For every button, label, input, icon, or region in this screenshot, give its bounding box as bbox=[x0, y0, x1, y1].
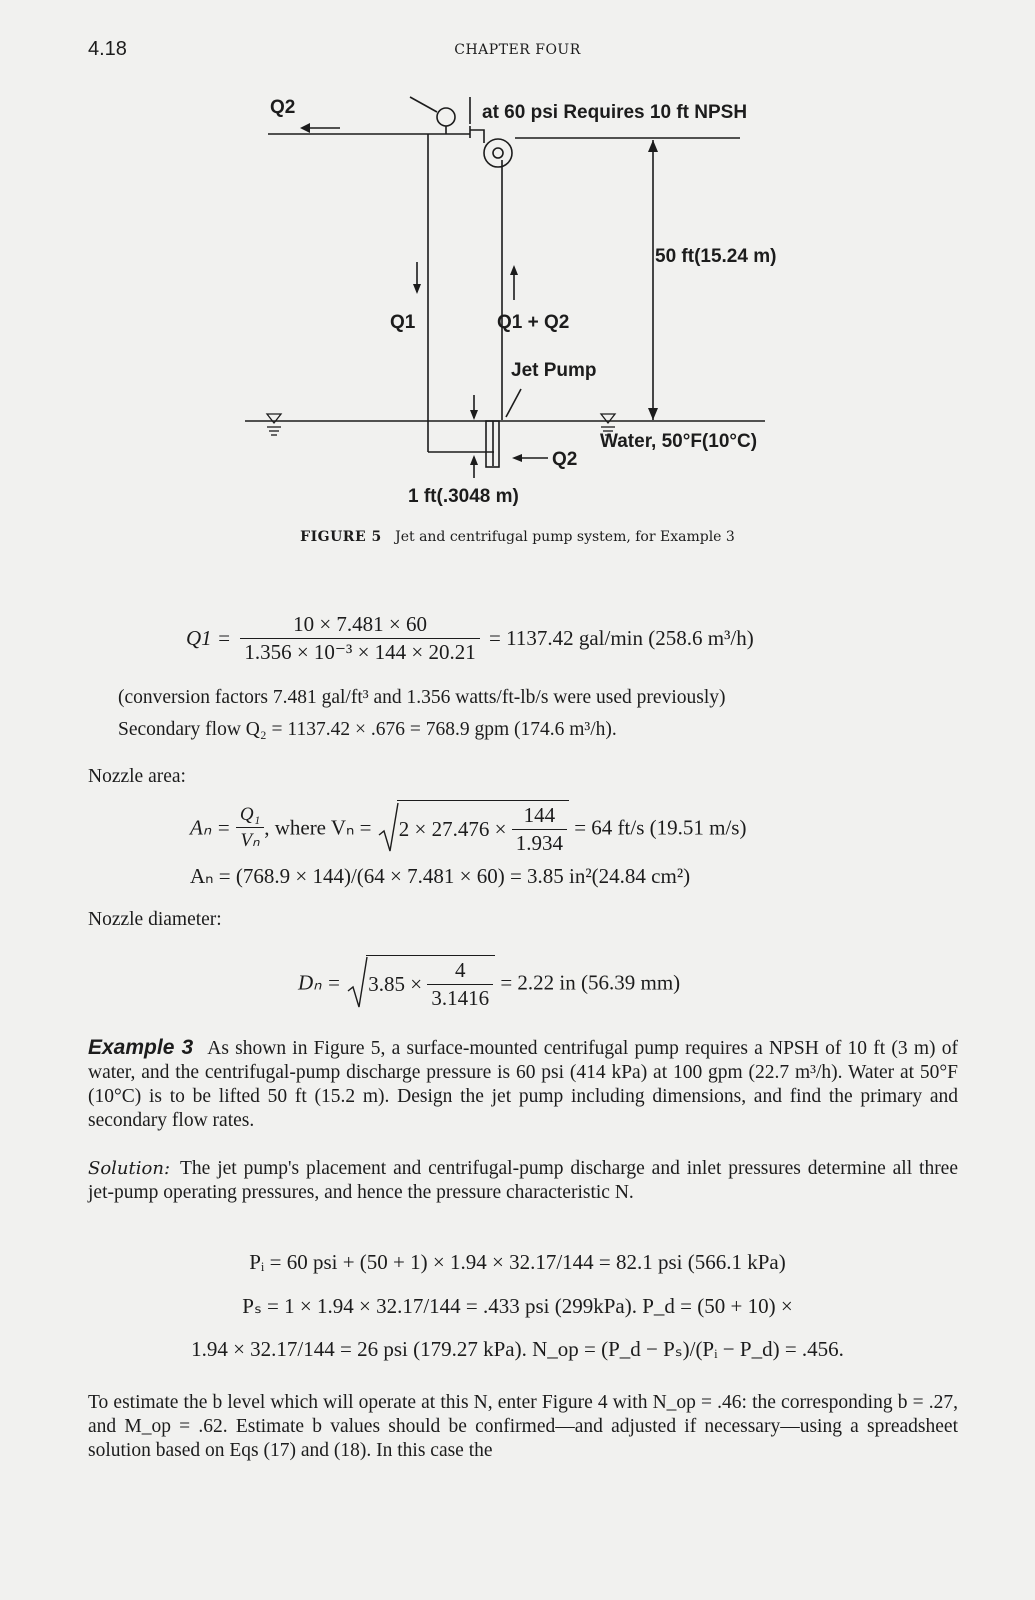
solution-text: The jet pump's placement and centrifugal-pump discharge and inlet pressures determine all three jet-pump operating pressures, and hence the pressure characteristic N. bbox=[88, 1158, 958, 1203]
equation-pd: 1.94 × 32.17/144 = 26 psi (179.27 kPa). N_op = (P_d − Pₛ)/(Pᵢ − P_d) = .456. bbox=[191, 1337, 844, 1361]
valve-handle bbox=[410, 97, 437, 112]
label-q2-bottom: Q2 bbox=[552, 449, 578, 470]
label-depth: 1 ft(.3048 m) bbox=[408, 486, 519, 507]
equation-pi: Pᵢ = 60 psi + (50 + 1) × 1.94 × 32.17/144 = 82.1 psi (566.1 kPa) bbox=[249, 1250, 786, 1274]
nozzle-diameter-heading: Nozzle diameter: bbox=[88, 909, 222, 930]
equation-area-2: Aₙ = (768.9 × 144)/(64 × 7.481 × 60) = 3.85 in²(24.84 cm²) bbox=[190, 864, 691, 888]
solution-paragraph bbox=[88, 1157, 958, 1205]
valve bbox=[437, 108, 455, 126]
figure-caption-text: Jet and centrifugal pump system, for Example 3 bbox=[395, 529, 735, 545]
example-label: Example 3 bbox=[88, 1036, 194, 1059]
sqrt-sign bbox=[377, 801, 399, 855]
sqrt-sign bbox=[346, 955, 368, 1011]
figure-tag: FIGURE 5 bbox=[300, 529, 382, 545]
chapter-title: CHAPTER FOUR bbox=[454, 42, 581, 58]
label-q2-top: Q2 bbox=[270, 97, 296, 118]
secondary-flow: Secondary flow Q₂ = 1137.42 × .676 = 768.9 gpm (174.6 m³/h). bbox=[118, 719, 617, 740]
label-jet-pump: Jet Pump bbox=[511, 360, 597, 381]
page-number: 4.18 bbox=[88, 38, 127, 60]
centrifugal-pump bbox=[484, 139, 512, 167]
solution-label: Solution: bbox=[88, 1158, 171, 1179]
equation-ps: Pₛ = 1 × 1.94 × 32.17/144 = .433 psi (299kPa). P_d = (50 + 10) × bbox=[242, 1294, 793, 1318]
label-q1-q2: Q1 + Q2 bbox=[497, 312, 570, 333]
jet-pump-diagram bbox=[0, 0, 1035, 560]
conversion-note: (conversion factors 7.481 gal/ft³ and 1.356 watts/ft-lb/s were used previously) bbox=[118, 687, 726, 708]
nozzle-area-heading: Nozzle area: bbox=[88, 766, 186, 787]
equation-q1: Q1 = $\frac{10 \times 7.481 \times 60}{\text{1.356 × 10⁻³ × 144 × 20.21}}$ = 1137.42 gal/min (258.6 m³/h) bbox=[186, 612, 754, 664]
closing-paragraph: To estimate the b level which will operate at this N, enter Figure 4 with N_op = .46: the corresponding b = .27, and M_op = .62. Estimate b values should be confirmed—and adjusted if necessary—using a spreadsheet solution based on Eqs (17) and (18). In this case the bbox=[88, 1392, 958, 1461]
figure-caption bbox=[0, 529, 1035, 545]
label-q1: Q1 bbox=[390, 312, 416, 333]
label-water: Water, 50°F(10°C) bbox=[600, 431, 758, 452]
example-paragraph bbox=[88, 1036, 958, 1133]
example-text: As shown in Figure 5, a surface-mounted centrifugal pump requires a NPSH of 10 ft (3 m) of water, and the centrifugal-pump discharge pressure is 60 psi (414 kPa) at 100 gpm (22.7 m³/h). Water at 50°F (10°C) is to be lifted 50 ft (15.2 m). Design the jet pump including dimensions, and find the primary and secondary flow rates. bbox=[88, 1038, 958, 1131]
label-requires-npsh: at 60 psi Requires 10 ft NPSH bbox=[482, 102, 748, 123]
equation-area-1: Aₙ = $\frac{\text{Q₁}}{\text{Vₙ}}$ , where Vₙ = 2 × 27.476 × $\frac{144}{1.934}$ = 64 ft/s (19.51 m/s) bbox=[190, 800, 746, 856]
equation-diameter: Dₙ = 3.85 × $\frac{4}{3.1416}$ = 2.22 in (56.39 mm) bbox=[298, 955, 680, 1011]
label-height: 50 ft(15.24 m) bbox=[655, 246, 777, 267]
